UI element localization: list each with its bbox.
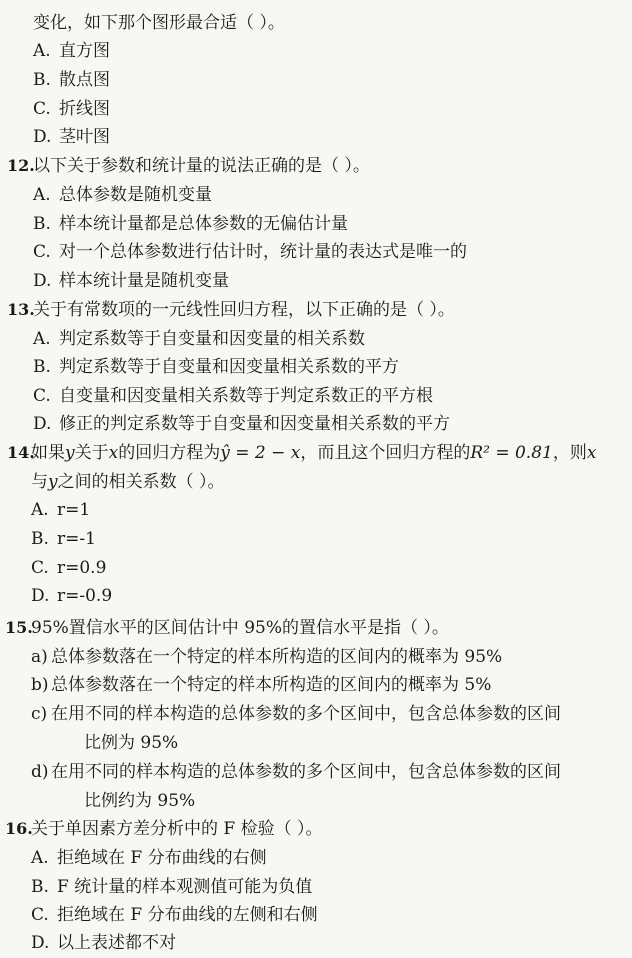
q13-option-c [33, 385, 433, 407]
option-label: c) [31, 704, 48, 724]
option-text: 总体参数是随机变量 [59, 185, 212, 205]
option-text: 散点图 [59, 70, 110, 90]
option-text: r=-0.9 [57, 586, 113, 606]
q13-stem: 关于有常数项的一元线性回归方程，以下正确的是（ ）。 [33, 300, 455, 320]
q14-stem [31, 442, 596, 464]
option-label: A. [31, 500, 49, 520]
option-label: B. [33, 357, 51, 377]
q16-option-b [31, 876, 312, 898]
q15-option-c [31, 703, 561, 725]
q16-option-c [31, 904, 318, 926]
option-label: b) [31, 675, 49, 695]
math-var-x: x [108, 443, 119, 463]
q11-option-c [33, 98, 110, 120]
math-var-x: x [586, 443, 597, 463]
q16-stem: 关于单因素方差分析中的 F 检验（ ）。 [31, 819, 323, 839]
option-text: 判定系数等于自变量和因变量的相关系数 [59, 329, 365, 349]
q14-stem-line2 [31, 471, 225, 493]
q15-option-b [31, 674, 491, 696]
stem-text: 如果 [31, 443, 65, 463]
option-label: D. [33, 127, 52, 147]
q14-option-d [31, 585, 112, 607]
option-text: 在用不同的样本构造的总体参数的多个区间中，包含总体参数的区间 [51, 704, 561, 724]
q15-option-c-continuation: 比例为 95% [84, 733, 179, 753]
q14-option-a [31, 499, 90, 521]
q15-stem: 95%置信水平的区间估计中 95%的置信水平是指（ ）。 [31, 618, 449, 638]
option-text: 在用不同的样本构造的总体参数的多个区间中，包含总体参数的区间 [51, 762, 561, 782]
stem-text: 关于 [74, 443, 109, 463]
option-label: A. [33, 185, 51, 205]
option-label: C. [31, 558, 49, 578]
q15-number: 15. [5, 618, 33, 637]
option-text: 样本统计量是随机变量 [59, 271, 229, 291]
option-text: 拒绝域在 F 分布曲线的右侧 [57, 848, 267, 868]
q11-stem-continuation: 变化，如下那个图形最合适（ ）。 [33, 13, 285, 33]
q14-number: 14. [7, 443, 35, 462]
option-label: D. [31, 933, 50, 953]
q16-option-a [31, 847, 267, 869]
stem-text: ，而且这个回归方程的 [300, 443, 471, 463]
option-label: C. [33, 242, 51, 262]
r-squared-value: R² = 0.81 [470, 443, 553, 463]
option-label: B. [31, 529, 49, 549]
q13-option-a [33, 328, 365, 350]
option-text: r=1 [57, 500, 91, 520]
option-label: D. [33, 271, 52, 291]
stem-text: 的回归方程为 [118, 443, 221, 463]
option-text: 样本统计量都是总体参数的无偏估计量 [59, 214, 348, 234]
option-text: 拒绝域在 F 分布曲线的左侧和右侧 [57, 905, 318, 925]
math-var-y: y [48, 472, 58, 492]
q13-number: 13. [7, 300, 35, 319]
option-label: B. [31, 877, 49, 897]
option-label: d) [31, 762, 49, 782]
option-text: 总体参数落在一个特定的样本所构造的区间内的概率为 95% [51, 647, 503, 667]
stem-text: ，则 [552, 443, 587, 463]
option-label: A. [33, 41, 51, 61]
option-text: 判定系数等于自变量和因变量相关系数的平方 [59, 357, 399, 377]
q14-option-c [31, 557, 106, 579]
math-var-y: y [65, 443, 75, 463]
q13-option-b [33, 356, 399, 378]
q13-option-d [33, 413, 450, 435]
option-text: 对一个总体参数进行估计时，统计量的表达式是唯一的 [59, 242, 467, 262]
option-text: 以上表述都不对 [57, 933, 176, 953]
option-text: 总体参数落在一个特定的样本所构造的区间内的概率为 5% [51, 675, 492, 695]
option-label: a) [31, 647, 48, 667]
stem-text: 与 [31, 472, 48, 492]
q12-number: 12. [7, 156, 35, 175]
option-text: 茎叶图 [59, 127, 110, 147]
option-label: A. [31, 848, 49, 868]
option-text: r=0.9 [57, 558, 107, 578]
option-text: 直方图 [59, 41, 110, 61]
option-label: C. [33, 99, 51, 119]
q11-option-d [33, 126, 110, 148]
option-text: 折线图 [59, 99, 110, 119]
q11-option-b [33, 69, 110, 91]
option-label: C. [33, 386, 51, 406]
q11-option-a [33, 40, 110, 62]
option-label: C. [31, 905, 49, 925]
option-text: F 统计量的样本观测值可能为负值 [57, 877, 313, 897]
q12-option-c [33, 241, 467, 263]
q16-number: 16. [5, 819, 33, 838]
regression-equation: ŷ = 2 − x [220, 443, 301, 463]
q15-option-d [31, 761, 561, 783]
option-text: 自变量和因变量相关系数等于判定系数正的平方根 [59, 386, 433, 406]
option-label: D. [33, 414, 52, 434]
q12-option-d [33, 270, 229, 292]
option-label: D. [31, 586, 50, 606]
q12-stem: 以下关于参数和统计量的说法正确的是（ ）。 [33, 156, 370, 176]
option-text: r=-1 [57, 529, 96, 549]
q14-option-b [31, 528, 96, 550]
option-label: B. [33, 214, 51, 234]
q12-option-b [33, 213, 348, 235]
option-label: A. [33, 329, 51, 349]
q15-option-a [31, 646, 502, 668]
q15-option-d-continuation: 比例约为 95% [84, 791, 196, 811]
option-label: B. [33, 70, 51, 90]
q16-option-d [31, 932, 176, 954]
q12-option-a [33, 184, 212, 206]
option-text: 修正的判定系数等于自变量和因变量相关系数的平方 [59, 414, 450, 434]
stem-text: 之间的相关系数（ ）。 [57, 472, 225, 492]
